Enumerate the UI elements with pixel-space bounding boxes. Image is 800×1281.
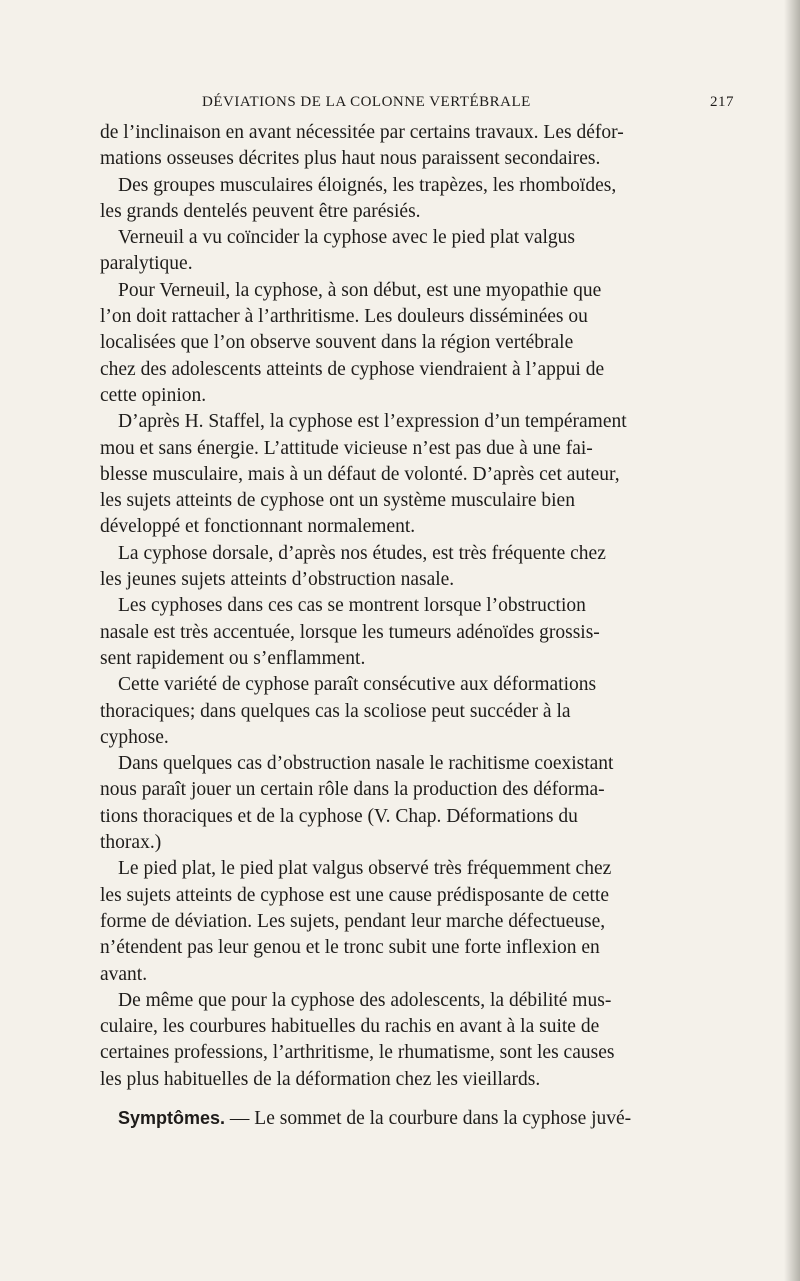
text-line: Des groupes musculaires éloignés, les trapèzes, les rhomboïdes,	[118, 174, 617, 196]
text-line: Le pied plat, le pied plat valgus observé très fréquemment chez	[118, 858, 612, 880]
text-line: les sujets atteints de cyphose ont un système musculaire bien	[100, 490, 575, 512]
running-title: DÉVIATIONS DE LA COLONNE VERTÉBRALE	[202, 94, 531, 110]
text-line: l’on doit rattacher à l’arthritisme. Les douleurs disséminées ou	[100, 306, 588, 328]
text-line: cette opinion.	[100, 384, 207, 406]
page-edge-shadow	[784, 0, 800, 1281]
text-line: blesse musculaire, mais à un défaut de volonté. D’après cet auteur,	[100, 463, 620, 485]
text-line: les plus habituelles de la déformation chez les vieillards.	[100, 1068, 541, 1090]
text-line: développé et fonctionnant normalement.	[100, 516, 416, 538]
section-lead-line	[100, 1105, 700, 1131]
page-header	[162, 90, 762, 116]
text-line: n’étendent pas leur genou et le tronc subit une forte inflexion en	[100, 937, 600, 959]
section-lead-text: — Le sommet de la courbure dans la cyphose juvé-	[225, 1107, 632, 1129]
text-line: mou et sans énergie. L’attitude vicieuse n’est pas due à une fai-	[100, 437, 593, 459]
text-line: localisées que l’on observe souvent dans la région vertébrale	[100, 332, 574, 354]
text-line: D’après H. Staffel, la cyphose est l’expression d’un tempérament	[118, 411, 627, 433]
text-line: mations osseuses décrites plus haut nous paraissent secondaires.	[100, 148, 601, 170]
text-line: tions thoraciques et de la cyphose (V. Chap. Déformations du	[100, 805, 578, 827]
text-line: paralytique.	[100, 253, 193, 275]
text-line: chez des adolescents atteints de cyphose viendraient à l’appui de	[100, 358, 605, 380]
text-line: Cette variété de cyphose paraît consécutive aux déformations	[118, 674, 597, 696]
text-line: cyphose.	[100, 726, 169, 748]
page-number: 217	[710, 94, 734, 110]
text-line: De même que pour la cyphose des adolescents, la débilité mus-	[118, 989, 612, 1011]
text-line: les sujets atteints de cyphose est une cause prédisposante de cette	[100, 884, 609, 906]
section-label: Symptômes.	[118, 1107, 226, 1128]
text-line: Pour Verneuil, la cyphose, à son début, est une myopathie que	[118, 279, 602, 301]
text-line: thorax.)	[100, 832, 162, 854]
text-line: Les cyphoses dans ces cas se montrent lorsque l’obstruction	[118, 595, 586, 617]
text-line: les jeunes sujets atteints d’obstruction nasale.	[100, 569, 455, 591]
text-line: nasale est très accentuée, lorsque les tumeurs adénoïdes grossis-	[100, 621, 600, 643]
text-line: avant.	[100, 963, 148, 985]
body-text	[100, 120, 700, 1131]
text-line: les grands dentelés peuvent être parésiés.	[100, 200, 421, 222]
text-line: nous paraît jouer un certain rôle dans la production des déforma-	[100, 779, 605, 801]
text-line: sent rapidement ou s’enflamment.	[100, 647, 366, 669]
text-line: thoraciques; dans quelques cas la scoliose peut succéder à la	[100, 700, 571, 722]
text-line: de l’inclinaison en avant nécessitée par certains travaux. Les défor-	[100, 122, 624, 143]
text-line: forme de déviation. Les sujets, pendant leur marche défectueuse,	[100, 910, 606, 932]
text-line: culaire, les courbures habituelles du rachis en avant à la suite de	[100, 1016, 600, 1038]
text-line: Verneuil a vu coïncider la cyphose avec le pied plat valgus	[118, 227, 575, 249]
text-line: certaines professions, l’arthritisme, le rhumatisme, sont les causes	[100, 1042, 615, 1064]
paragraph-spacer	[100, 1093, 700, 1105]
text-line: Dans quelques cas d’obstruction nasale le rachitisme coexistant	[118, 753, 614, 775]
text-line: La cyphose dorsale, d’après nos études, est très fréquente chez	[118, 542, 606, 564]
